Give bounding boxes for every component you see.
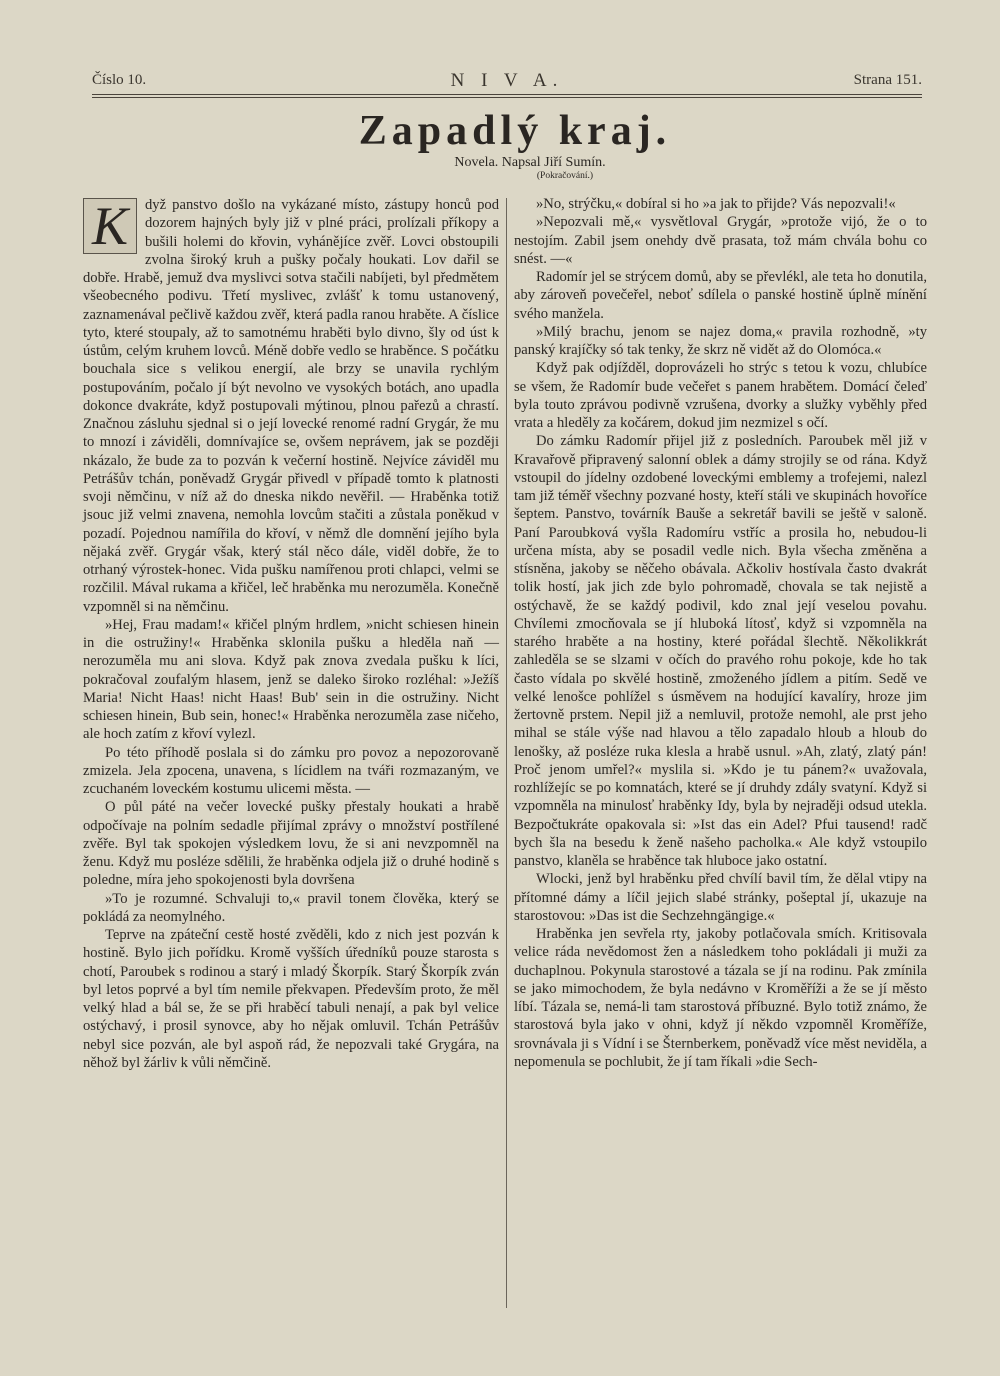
right-column — [514, 195, 927, 1071]
header-rule — [92, 94, 922, 98]
journal-name: N I V A. — [450, 70, 564, 91]
paragraph: Radomír jel se strýcem domů, aby se převlékl, ale teta ho donutila, aby zároveň povečeřel, neboť sdílela o panské hostině úplně mínění svého manžela. — [514, 269, 927, 322]
paragraph: »Hej, Frau madam!« křičel plným hrdlem, »nicht schiesen hinein in die ostružiny!« Hraběnka sklonila pušku a hleděla naň — nerozuměla mu ani slova. Když pak znova zvedala pušku k líci, pokračoval zoufalým hlasem, jenž se daleko široko rozléhal: »Ježíš Maria! Nicht Haas! nicht Haas! Bub' sein in die ostružiny. Nicht schiesen hinein, Bub sein, honec!« Hraběnka nerozuměla zase ničeho, ale hoch zatím z křoví vylezl. — [83, 616, 499, 743]
paragraph — [83, 196, 499, 616]
paragraph: »No, strýčku,« dobíral si ho »a jak to přijde? Vás nepozvali!« — [536, 196, 896, 212]
paragraph: Po této příhodě poslala si do zámku pro povoz a nepozorovaně zmizela. Jela zpocena, unavena, s lícidlem na tváři rozmazaným, ve zcuchaném loveckém kostumu ulicemi města. — — [83, 744, 499, 797]
paragraph: Do zámku Radomír přijel již z posledních. Paroubek měl již v Kravařově připravený salonní oblek a dámy strojily se od rána. Když vstoupil do jídelny ozdobené loveckými emblemy a trofejemi, nalezl tam již téměř všechny pozvané hosty, kteří stáli ve skupinách hovoříce šeptem. Panstvo, továrník Bauše a sekretář bavili se ještě v saloně. Paní Paroubková vyšla Radomíru vstříc a prosila ho, nebudou-li určena místa, aby se posadil vedle nich. Byla všecha změněna a stísněna, jakoby se něčeho obávala. Ačkoliv hostívala často dvakrát tolik hostí, jak jich zde bylo pohromadě, chovala se tak nejistě a ostýchavě, že se každý podivil, kdo znal její veselou povahu. Chvílemi zmocňovala se jí hluboká lítosť, když si vzpomněla na starého hraběte a na hostiny, které pořádal šlechtě. Několikkrát zahleděla se se slzami v očích do pravého rohu pokoje, kde ho tak často vídala po skvělé hostině, zmoženého jídlem a pitím. Sedě ve velké lenošce pohlížel s úsměvem na hodující kavalíry, hroze jim žertovně prstem. Nepil již a nemluvil, protože nemohl, ale prst jeho mihal se stále výše nad hlavou a tělo zapadalo hloub a hloub do lenošky, až posléze ruka klesla a hrabě usnul. »Ah, zlatý, zlatý pán! Proč jenom umřel?« myslila si. »Kdo je tu pánem?« uvažovala, rozhlížejíc se po komnatách, které se jí druhdy zdály svatyní. Když si vzpomněla na minulosť hraběnky Idy, byla by nejraději odsud utekla. Bezpočtukráte opakovala si: »Ist das ein Adel? Pfui tausend! radč bych šla na besedu k ženě našeho pacholka.« Ale když vstoupilo panstvo, klaněla se hraběnce tak hluboce jako ostatní. — [514, 433, 927, 869]
paragraph: »To je rozumné. Schvaluji to,« pravil tonem člověka, který se pokládá za neomylného. — [83, 890, 499, 925]
paragraph: Když pak odjížděl, doprovázeli ho strýc s tetou k vozu, chlubíce se všem, že Radomír bude večeřet s panem hrabětem. Domácí čeleď byla touto zprávou podivně vzrušena, dvorky a služky vyběhly před vrata a hleděly za kočárem, dokud jim nezmizel s očí. — [514, 360, 927, 431]
paragraph: »Nepozvali mě,« vysvětloval Grygár, »protože vijó, že o to nestojím. Zabil jsem onehdy dvě prasata, tož mám chvála bohu co snést. —« — [514, 214, 927, 267]
article-title: Zapadlý kraj. — [358, 108, 672, 154]
paragraph: Wlocki, jenž byl hraběnku před chvílí bavil tím, že dělal vtipy na přítomné dámy a líčil jejich slabé stránky, pošeptal jí, ukazuje na starostovou: »Das ist die Sechzehngängige.« — [514, 871, 927, 924]
paragraph-text: dyž panstvo došlo na vykázané místo, zástupy honců pod dozorem hajných byly již v plné práci, prolízali příkopy a bušili holemi do křovin, vyhánějíce zvěř. Lovci obstoupili zvolna široký kruh a pušky počaly houkati. Lov dařil se dobře. Hrabě, jemuž dva myslivci sotva stačili nabíjeti, byl předmětem všeobecného podivu. Třetí myslivec, zvlášť k tomu ustanovený, zaznamenával pečlivě každou zvěř, která padla ranou hraběte. A číslice tyto, které stoupaly, až to samotnému hraběti bylo divno, šly od úst k ústům, celým kruhem lovců. Méně dobře vedlo se hraběnce. S počátku bouchala sice s velikou energií, ale brzy se unavila rychlým postupováním, počalo jí být nevolno ve vysokých botách, ano upadla dokonce dvakráte, když postupovali mýtinou, plnou pařezů a chrastí. Značnou zásluhu sjednal si o její lovecké renomé radní Grygár, že mu to mnozí i záviděli, domnívajíce se, ovšem neprávem, jak se později nkázalo, že bude za to pozván k večerní hostině. Nejvíce záviděl mu Petrášův tchán, poněvadž Grygár přivedl v případě tomto k platnosti svoji němčinu, v níž až do dneska nikdo nevěřil. — Hraběnka totiž jsouc již velmi znavena, nemohla lovcům stačiti a zůstala poněkud v pozadí. Pojednou namířila do křoví, v němž dle domnění jejího byla nějaká zvěř. Grygár však, který stál něco dále, viděl dobře, že to otrhaný výrostek-honec. Vida pušku namířenou proti chlapci, velmi se rozčilil. Mával rukama a křičel, leč hraběnka mu nerozuměla. Konečně vzpomněl si na němčinu. — [83, 197, 499, 615]
paragraph: Teprve na zpáteční cestě hosté zvěděli, kdo z nich jest pozván k hostině. Bylo jich pořídku. Kromě vyšších úředníků pouze starosta s chotí, Paroubek s rodinou a starý i mladý Škorpík. Starý Škorpík zván byl letos poprvé a byl tím nemile překvapen. Především proto, že měl velký hlad a bál se, že se při hraběcí tabuli nenají, a pak byl velice ostýchavý, i prosil synovce, aby ho nějak omluvil. Tchán Petrášův nebyl sice pozván, ale byl aspoň rád, že nepozvali také Grygára, na něhož byl žárliv k vůli němčině. — [83, 927, 499, 1071]
paragraph: Hraběnka jen sevřela rty, jakoby potlačovala smích. Kritisovala velice ráda nevědomost žen a následkem toho pokládali ji muži za duchaplnou. Pokynula starostové a tázala se jí na rodinu. Pak zmínila se jako mimochodem, že byla nedávno v Kroměříži a že se jí město líbí. Tázala se, nemá-li tam starostová příbuzné. Bylo totiž známo, že starostová byla jako v ohni, když jí někdo vzpomněl Kroměříže, srovnávala ji s Vídní i se Šternberkem, poněvadž více měst neviděla, a nepomenula se pochlubit, že jí tam říkali »die Sech- — [514, 926, 927, 1070]
dropcap-initial: K — [83, 198, 137, 254]
article-title-block — [0, 108, 1000, 182]
issue-number: Číslo 10. — [92, 72, 147, 88]
continued-note: (Pokračování.) — [536, 171, 594, 181]
article-subtitle: Novela. Napsal Jiří Sumín. — [454, 155, 606, 170]
paragraph: O půl páté na večer lovecké pušky přestaly houkati a hrabě odpočívaje na polním sedadle přijímal zprávy o množství postřílené zvěře. Byl tak spokojen výsledkem lovu, že si ani nevzpomněl na ženu. Když mu posléze sdělili, že hraběnka odjela již o druhé hodině s poledne, míra jeho spokojenosti byla dovršena — [83, 799, 499, 889]
left-column — [83, 196, 499, 1072]
paragraph: »Milý brachu, jenom se najez doma,« pravila rozhodně, »ty panský krajíčky só tak tenky, že skrz ně vidět až do Olomóca.« — [514, 323, 927, 358]
column-divider — [506, 198, 507, 1308]
page-number: Strana 151. — [853, 72, 922, 88]
